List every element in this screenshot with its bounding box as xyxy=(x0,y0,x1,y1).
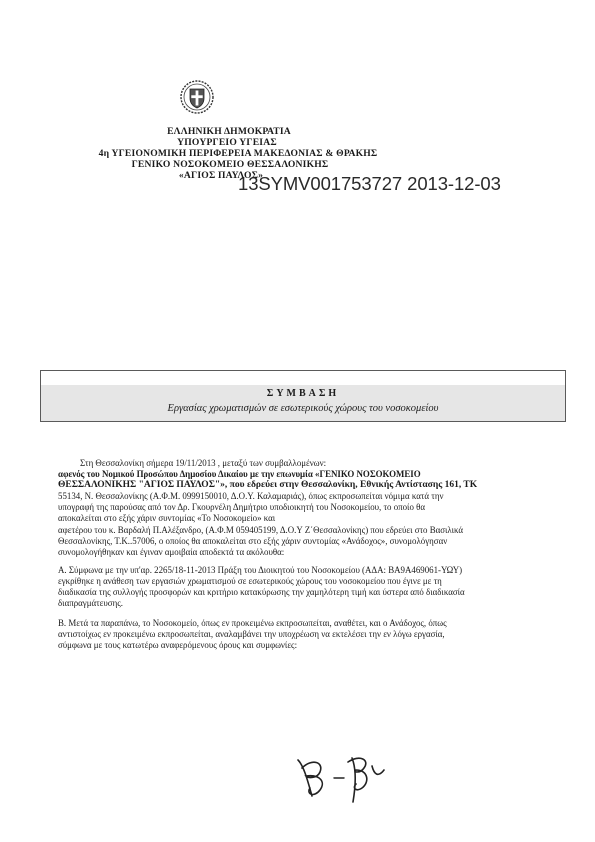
body-line: 55134, Ν. Θεσσαλονίκης (Α.Φ.Μ. 0999150010, Δ.Ο.Υ. Καλαμαριάς), όπως εκπροσωπείται νόμιμα κατά την xyxy=(58,491,444,502)
header-line-hospital: ΓΕΝΙΚΟ ΝΟΣΟΚΟΜΕΙΟ ΘΕΣΣΑΛΟΝΙΚΗΣ xyxy=(131,159,329,170)
body-line: σύμφωνα με τους κατωτέρω αναφερόμενους όρους και συμφωνίες: xyxy=(58,640,298,651)
body-line: αφετέρου του κ. Βαρδαλή Π.Αλέξανδρο, (Α.Φ.Μ 059405199, Δ.Ο.Υ Ζ΄Θεσσαλονίκης) που εδρεύει στο Βασιλικά xyxy=(58,524,464,535)
registry-code: 13SYMV001753727 2013-12-03 xyxy=(238,173,501,194)
party-a-name-start: του Νομικού Προσώπου Δημοσίου Δικαίου με την επωνυμία «ΓΕΝΙΚΟ ΝΟΣΟΚΟΜΕΙΟ xyxy=(84,469,421,480)
header-line-ministry: ΥΠΟΥΡΓΕΙΟ ΥΓΕΙΑΣ xyxy=(177,137,277,148)
header-line-hospital-name: «ΑΓΙΟΣ ΠΑΥΛΟΣ» xyxy=(178,170,264,181)
body-line: αποκαλείται στο εξής χάριν συντομίας «Το Νοσοκομείο» και xyxy=(58,513,276,524)
body-line: Στη Θεσσαλονίκη σήμερα 19/11/2013 , μεταξύ των συμβαλλομένων: xyxy=(80,458,327,468)
greek-coat-of-arms-icon xyxy=(179,79,215,115)
body-line xyxy=(58,469,572,480)
handwritten-signature xyxy=(290,748,400,808)
header-line-republic: ΕΛΛΗΝΙΚΗ ΔΗΜΟΚΡΑΤΙΑ xyxy=(167,126,291,137)
body-line: αντιστοίχως εν προκειμένω εκπροσωπείται, αναλαμβάνει την υποχρέωση να εκτελέσει την εν λόγω εργασία, xyxy=(58,629,445,640)
contract-body xyxy=(58,458,572,652)
body-line: συνομολογήθηκαν και έγιναν αμοιβαία αποδεκτά τα ακόλουθα: xyxy=(58,546,285,557)
body-line: εγκρίθηκε η ανάθεση των εργασιών χρωματισμού σε εσωτερικούς χώρους του νοσοκομείου που έγινε με τη xyxy=(58,575,442,586)
body-line: υπογραφή της παρούσας από τον Δρ. Γκουρνέλη Δημήτριο υποδιοικητή του Νοσοκομείου, το οποίο θα xyxy=(58,502,426,513)
body-line: ΘΕΣΣΑΛΟΝΙΚΗΣ "ΑΓΙΟΣ ΠΑΥΛΟΣ"», που εδρεύει στην Θεσσαλονίκη, Εθνικής Αντίστασης 161, ΤΚ xyxy=(58,480,478,491)
contract-subtitle: Εργασίας χρωματισμών σε εσωτερικούς χώρους του νοσοκομείου xyxy=(167,403,439,414)
party-a-lead: αφενός xyxy=(58,469,85,480)
body-line: διαδικασία της συλλογής προσφορών και κριτήριο κατακύρωσης την χαμηλότερη τιμή και ύστερα από διαδικασία xyxy=(58,587,465,598)
body-line: διαπραγμάτευσης. xyxy=(58,598,123,609)
body-line: Α. Σύμφωνα με την υπ'αρ. 2265/18-11-2013 Πράξη του Διοικητού του Νοσοκομείου (ΑΔΑ: ΒΑ9Α469061-ΥΩΥ) xyxy=(58,564,463,575)
body-line: Θεσσαλονίκης, Τ.Κ..57006, ο οποίος θα αποκαλείται στο εξής χάριν συντομίας «Ανάδοχος», συνομολόγησαν xyxy=(58,535,448,546)
contract-title-box xyxy=(40,370,566,422)
header-line-health-region: 4η ΥΓΕΙΟΝΟΜΙΚΗ ΠΕΡΙΦΕΡΕΙΑ ΜΑΚΕΔΟΝΙΑΣ & ΘΡΑΚΗΣ xyxy=(98,148,378,159)
body-line: Β. Μετά τα παραπάνω, το Νοσοκομείο, όπως εν προκειμένω εκπροσωπείται, αναθέτει, και ο Ανάδοχος, όπως xyxy=(58,618,447,629)
contract-title: ΣΥΜΒΑΣΗ xyxy=(266,388,340,399)
